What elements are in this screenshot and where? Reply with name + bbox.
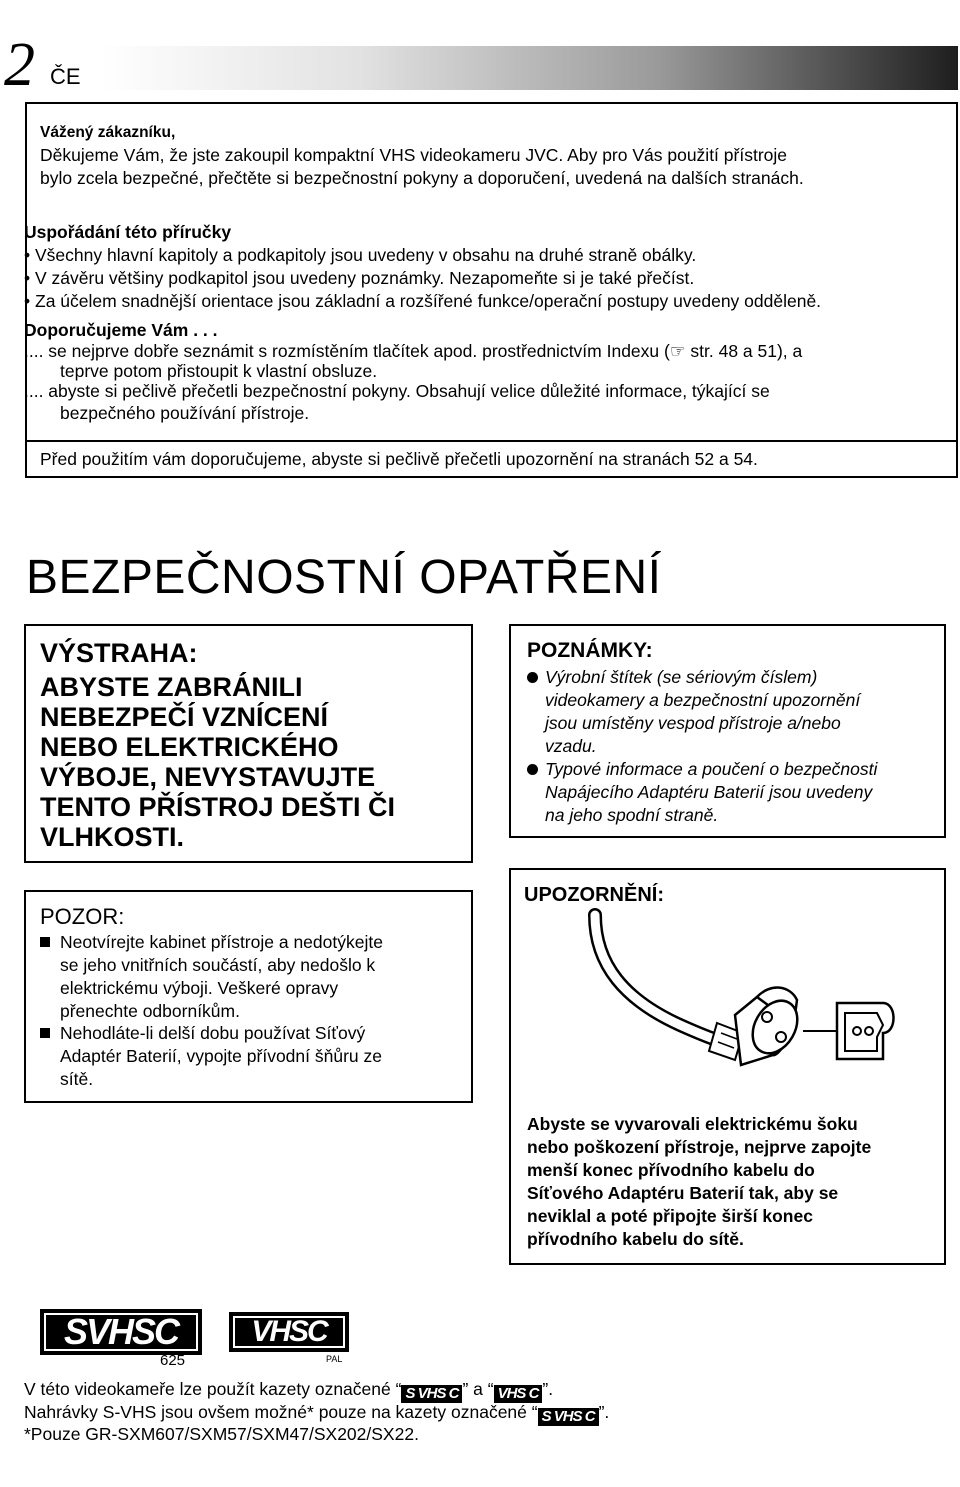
warning-heading: VÝSTRAHA: — [40, 638, 198, 668]
note-1-line-4: vzadu. — [545, 736, 597, 756]
attention-line-3: menší konec přívodního kabelu do — [527, 1160, 815, 1180]
layout-bullet-3-text: Za účelem snadnější orientace jsou základní a rozšířené funkce/operační postupy uvedeny odděleně. — [35, 291, 822, 311]
svhsc-logo — [40, 1309, 202, 1355]
footer-svhsc-badge: S VHS C — [401, 1385, 462, 1403]
caution-item-1-line-2: se jeho vnitřních součástí, aby nedošlo k — [60, 955, 376, 975]
footer-line-1-c: ”. — [542, 1379, 554, 1399]
recommend-1-line-2: teprve potom přistoupit k vlastní obsluze. — [60, 361, 378, 381]
warning-line-5: TENTO PŘÍSTROJ DEŠTI ČI — [40, 792, 396, 822]
recommend-title: Doporučujeme Vám . . . — [24, 320, 218, 340]
note-2-line-2: Napájecího Adaptéru Baterií jsou uvedeny — [545, 782, 873, 802]
attention-line-1: Abyste se vyvarovali elektrickému šoku — [527, 1114, 858, 1134]
footer-line-2-b: ”. — [598, 1402, 610, 1422]
caution-item-1-bullet — [40, 937, 50, 947]
attention-line-4: Síťového Adaptéru Baterií tak, aby se — [527, 1183, 839, 1203]
caution-item-1-line-4: přenechte odborníkům. — [60, 1001, 240, 1021]
notice-divider — [25, 440, 958, 442]
caution-item-2-line-3: sítě. — [60, 1069, 94, 1089]
caution-item-2-line-1: Nehodláte-li delší dobu používat Síťový — [60, 1023, 366, 1043]
layout-bullet-1-text: Všechny hlavní kapitoly a podkapitoly jsou uvedeny v obsahu na druhé straně obálky. — [35, 245, 697, 265]
manual-layout-title: Uspořádání této příručky — [24, 222, 232, 242]
vhsc-logo-sub: PAL — [326, 1354, 343, 1364]
note-2-bullet — [527, 764, 538, 775]
note-1-bullet — [527, 672, 538, 683]
main-title: BEZPEČNOSTNÍ OPATŘENÍ — [26, 551, 662, 604]
caution-item-1-line-3: elektrickému výboji. Veškeré opravy — [60, 978, 339, 998]
footer-line-1 — [24, 1378, 553, 1403]
footer-svhsc-badge-2: S VHS C — [538, 1408, 599, 1426]
layout-bullet-2-text: V závěru většiny podkapitol jsou uvedeny poznámky. Nezapomeňte si je také přečíst. — [35, 268, 695, 288]
caution-item-1-line-1: Neotvírejte kabinet přístroje a nedotýkejte — [60, 932, 383, 952]
svhsc-logo-sub: 625 — [160, 1352, 186, 1369]
note-1-line-2: videokamery a bezpečnostní upozornění — [545, 690, 861, 710]
power-cord-plug-illustration — [585, 905, 905, 1095]
vhsc-logo-text: VHSC — [233, 1316, 345, 1348]
warning-line-2: NEBEZPEČÍ VZNÍCENÍ — [40, 702, 329, 732]
warning-line-6: VLHKOSTI. — [40, 822, 185, 852]
caution-item-2-bullet — [40, 1028, 50, 1038]
attention-line-6: přívodního kabelu do sítě. — [527, 1229, 744, 1249]
footer-line-1-b: ” a “ — [462, 1379, 494, 1399]
caution-heading: POZOR: — [40, 904, 125, 929]
attention-line-5: neviklal a poté připojte širší konec — [527, 1206, 813, 1226]
layout-bullet-3: • Za účelem snadnější orientace jsou základní a rozšířené funkce/operační postupy uvedeny odděleně. — [24, 291, 822, 311]
svhsc-logo-text: SVHSC — [44, 1313, 198, 1351]
thanks-line-2: bylo zcela bezpečné, přečtěte si bezpečnostní pokyny a doporučení, uvedená na dalších stranách. — [40, 168, 804, 188]
attention-heading: UPOZORNĚNÍ: — [524, 884, 664, 906]
vhsc-logo — [229, 1312, 349, 1352]
recommend-2-line-2: bezpečného používání přístroje. — [60, 403, 310, 423]
layout-bullet-2: • V závěru většiny podkapitol jsou uvedeny poznámky. Nezapomeňte si je také přečíst. — [24, 268, 695, 288]
footer-line-3: *Pouze GR-SXM607/SXM57/SXM47/SX202/SX22. — [24, 1424, 419, 1444]
warning-line-4: VÝBOJE, NEVYSTAVUJTE — [40, 762, 376, 792]
warning-line-1: ABYSTE ZABRÁNILI — [40, 672, 303, 702]
note-2-line-1: Typové informace a poučení o bezpečnosti — [545, 759, 878, 779]
thanks-line-1: Děkujeme Vám, že jste zakoupil kompaktní VHS videokameru JVC. Aby pro Vás použití přístroje — [40, 145, 787, 165]
notice-text: Před použitím vám doporučujeme, abyste si pečlivě přečetli upozornění na stranách 52 a 54. — [40, 449, 758, 469]
note-1-line-1: Výrobní štítek (se sériovým číslem) — [545, 667, 818, 687]
greeting: Vážený zákazníku, — [40, 124, 176, 141]
footer-line-2-a: Nahrávky S-VHS jsou ovšem možné* pouze na kazety označené “ — [24, 1402, 538, 1422]
layout-bullet-1: • Všechny hlavní kapitoly a podkapitoly jsou uvedeny v obsahu na druhé straně obálky. — [24, 245, 697, 265]
recommend-1-line-1: .... se nejprve dobře seznámit s rozmístěním tlačítek apod. prostřednictvím Indexu (☞ str. 48 a 51), a — [24, 341, 803, 361]
notes-heading: POZNÁMKY: — [527, 639, 653, 662]
header-gradient-bar — [102, 46, 958, 90]
recommend-2-line-1: .... abyste si pečlivě přečetli bezpečnostní pokyny. Obsahují velice důležité informace, týkající se — [24, 381, 770, 401]
warning-line-3: NEBO ELEKTRICKÉHO — [40, 732, 339, 762]
footer-line-1-a: V této videokameře lze použít kazety označené “ — [24, 1379, 402, 1399]
note-2-line-3: na jeho spodní straně. — [545, 805, 719, 825]
note-1-line-3: jsou umístěny vespod přístroje a/nebo — [545, 713, 841, 733]
attention-line-2: nebo poškození přístroje, nejprve zapojte — [527, 1137, 872, 1157]
page-number: 2 — [4, 31, 35, 99]
caution-item-2-line-2: Adaptér Baterií, vypojte přívodní šňůru ze — [60, 1046, 382, 1066]
footer-vhsc-badge: VHS C — [494, 1385, 543, 1403]
language-code: ČE — [50, 64, 81, 89]
